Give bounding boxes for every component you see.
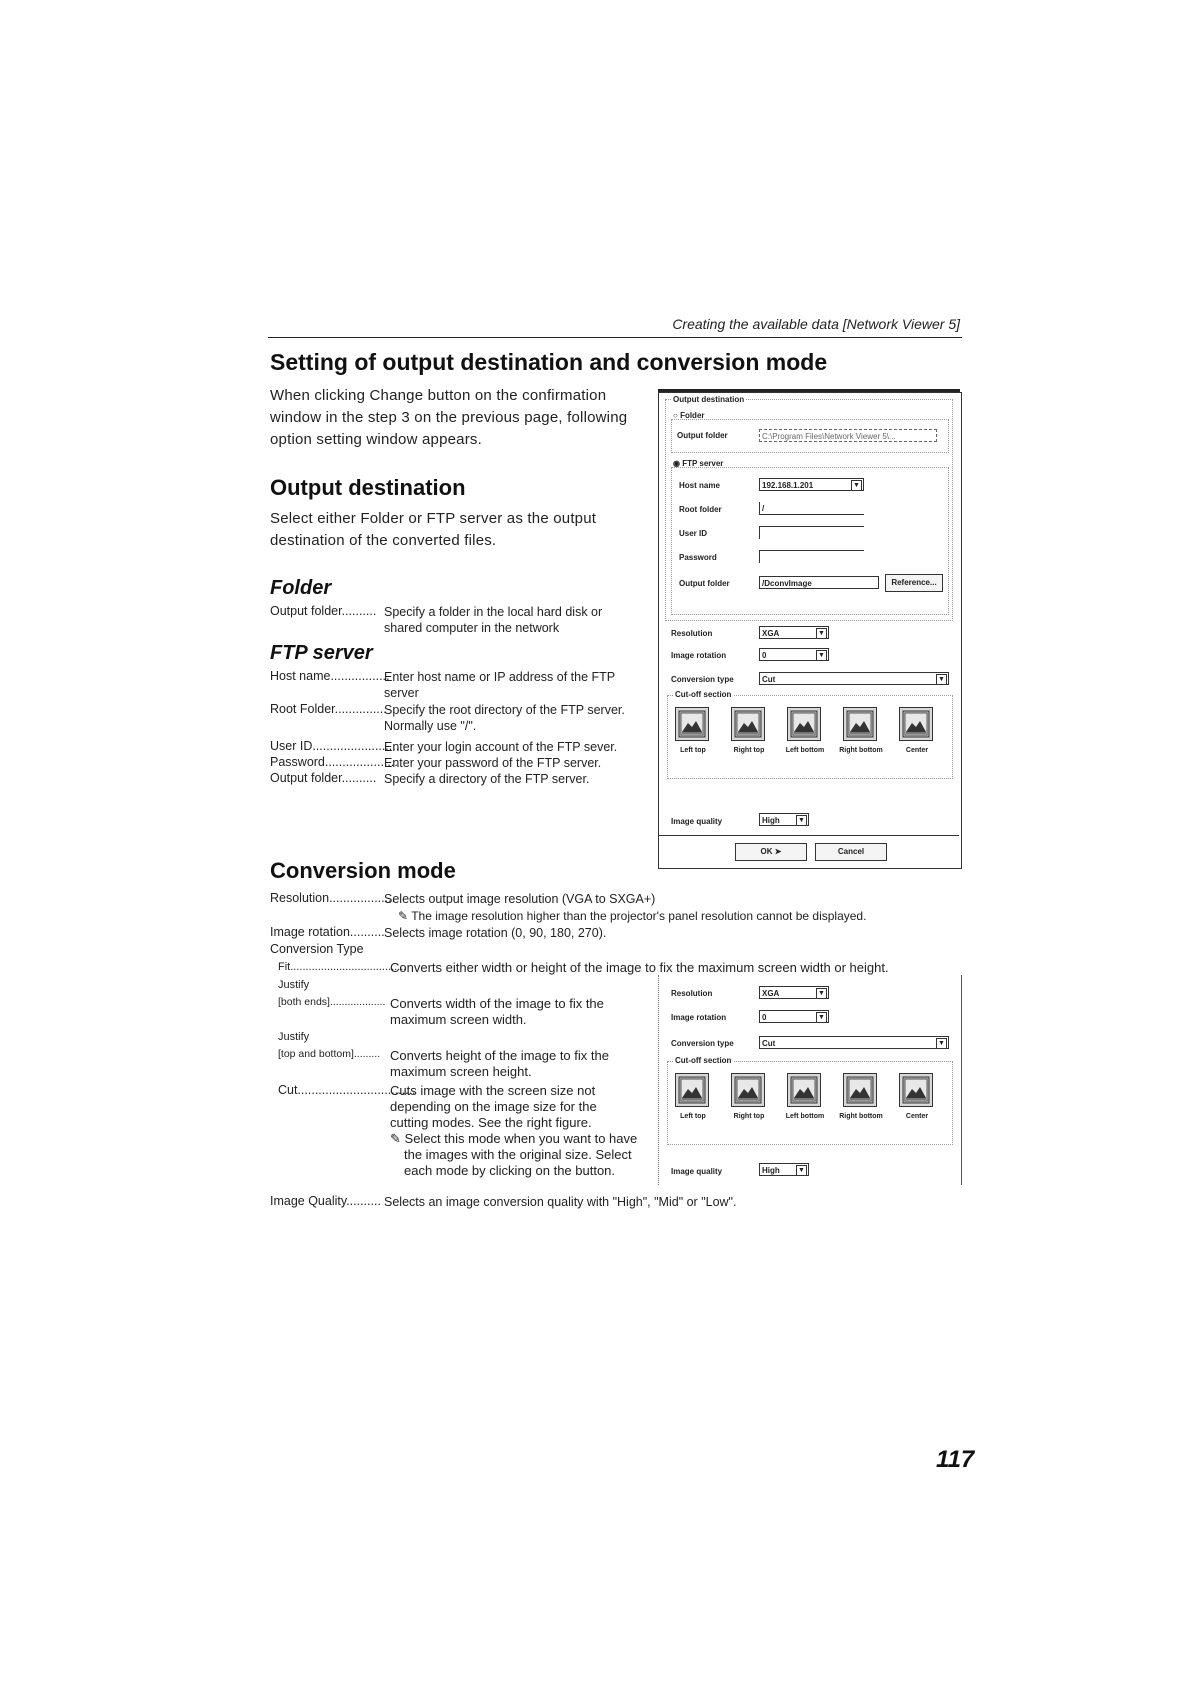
cut-note <box>390 1131 655 1147</box>
intro-line-1: When clicking Change button on the confirmation <box>270 387 607 404</box>
cut-option-label: Right top <box>733 747 765 754</box>
image-rotation-label: Image rotation <box>671 651 727 660</box>
fit-term: Fit...................................... <box>278 961 407 973</box>
cut-desc-line: Cuts image with the screen size not <box>390 1083 596 1098</box>
dialog-divider <box>659 835 959 836</box>
image-quality-label: Image quality <box>671 817 723 826</box>
definition-desc <box>384 604 654 636</box>
cut-term: Cut.................................. <box>278 1083 416 1097</box>
image-quality-value: High <box>762 1166 780 1175</box>
definition-desc-line: Normally use "/". <box>384 719 477 733</box>
definition-desc-line: shared computer in the network <box>384 621 560 635</box>
cut-note-line: the images with the original size. Select <box>404 1147 632 1162</box>
pencil-icon: ✎ <box>390 1131 401 1146</box>
ftp-output-folder-label: Output folder <box>679 579 730 588</box>
password-label: Password <box>679 553 717 562</box>
landscape-image-icon <box>676 708 708 740</box>
cut-option-button[interactable] <box>787 707 821 741</box>
intro-line-2: window in the step 3 on the previous page, following <box>270 409 628 426</box>
cut-desc-line: depending on the image size for the <box>390 1099 597 1114</box>
ok-button[interactable] <box>735 843 807 861</box>
image-quality-desc: Selects an image conversion quality with "High", "Mid" or "Low". <box>384 1195 737 1209</box>
mouse-pointer-icon: ➤ <box>774 847 782 856</box>
landscape-image-icon <box>844 1074 876 1106</box>
running-head: Creating the available data [Network Viewer 5] <box>672 316 960 332</box>
definition-term: User ID......................... <box>270 739 400 753</box>
landscape-image-icon <box>788 708 820 740</box>
cut-note-line: each mode by clicking on the button. <box>404 1163 616 1178</box>
ftp-output-folder-input[interactable]: /DconvImage <box>759 576 879 589</box>
conversion-type-label: Conversion type <box>671 675 734 684</box>
image-quality-label: Image quality <box>671 1167 723 1176</box>
image-rotation-select[interactable] <box>759 648 829 661</box>
output-destination-line-2: destination of the converted files. <box>270 532 497 549</box>
host-name-value: 192.168.1.201 <box>762 481 814 490</box>
definition-term: Host name................. <box>270 669 390 683</box>
ftp-definitions <box>270 669 655 799</box>
justify-both-term-qualifier: [both ends]................... <box>278 996 386 1008</box>
cut-option-button[interactable] <box>731 707 765 741</box>
ok-button-label: OK <box>760 847 773 856</box>
output-folder-label: Output folder <box>677 431 728 440</box>
cutoff-section-label: Cut-off section <box>675 690 732 699</box>
resolution-desc: Selects output image resolution (VGA to SXGA+) <box>384 892 656 906</box>
dialog-top-border <box>658 389 960 392</box>
definition-desc <box>384 669 659 701</box>
justify-tb-term: Justify <box>278 1031 310 1043</box>
user-id-input[interactable] <box>759 526 864 539</box>
cut-option-button[interactable] <box>675 1073 709 1107</box>
landscape-image-icon <box>900 1074 932 1106</box>
justify-both-term: Justify <box>278 979 310 991</box>
justify-both-desc-line: maximum screen width. <box>390 1012 527 1027</box>
cut-option-button[interactable] <box>731 1073 765 1107</box>
cut-option-label: Left bottom <box>785 1113 825 1120</box>
cut-desc <box>390 1083 655 1179</box>
chevron-down-icon[interactable]: ▼ <box>796 1165 807 1176</box>
chevron-down-icon[interactable]: ▼ <box>816 650 827 661</box>
fit-desc: Converts either width or height of the image to fix the maximum screen width or height. <box>390 960 889 975</box>
image-rotation-value: 0 <box>762 651 767 660</box>
cut-option-label: Right bottom <box>839 1113 883 1120</box>
definition-desc <box>384 702 659 734</box>
cut-option-label: Right bottom <box>839 747 883 754</box>
conversion-mode-heading: Conversion mode <box>270 858 456 883</box>
conversion-type-select[interactable] <box>759 672 949 685</box>
chevron-down-icon[interactable]: ▼ <box>816 1012 827 1023</box>
definition-term: Password..................... <box>270 755 398 769</box>
resolution-value: XGA <box>762 629 780 638</box>
landscape-image-icon <box>732 708 764 740</box>
reference-button[interactable]: Reference... <box>885 574 943 592</box>
cut-option-label: Center <box>905 747 929 754</box>
root-folder-input[interactable]: / <box>759 502 864 515</box>
header-rule <box>268 337 962 338</box>
chevron-down-icon[interactable]: ▼ <box>936 674 947 685</box>
justify-tb-desc <box>390 1048 645 1080</box>
radio-ftp-server[interactable]: ◉ FTP server <box>673 459 724 468</box>
definition-desc-line: Specify the root directory of the FTP server. <box>384 703 625 717</box>
conversion-type-select[interactable] <box>759 1036 949 1049</box>
image-rotation-select[interactable] <box>759 1010 829 1023</box>
cut-option-button[interactable] <box>675 707 709 741</box>
justify-tb-desc-line: Converts height of the image to fix the <box>390 1048 609 1063</box>
chevron-down-icon[interactable]: ▼ <box>936 1038 947 1049</box>
cut-note-line: Select this mode when you want to have <box>404 1131 638 1146</box>
radio-folder[interactable]: ○ Folder <box>673 411 705 420</box>
folder-heading: Folder <box>270 577 332 599</box>
chevron-down-icon[interactable]: ▼ <box>816 628 827 639</box>
resolution-select[interactable] <box>759 626 829 639</box>
page-title: Setting of output destination and conversion mode <box>270 349 828 375</box>
cut-option-button[interactable] <box>843 1073 877 1107</box>
image-quality-select[interactable] <box>759 813 809 826</box>
image-rotation-value: 0 <box>762 1013 767 1022</box>
image-rotation-term: Image rotation.......... <box>270 925 385 939</box>
image-rotation-label: Image rotation <box>671 1013 727 1022</box>
resolution-select[interactable] <box>759 986 829 999</box>
cut-option-label: Left top <box>680 1113 706 1120</box>
intro-text <box>270 385 650 451</box>
definition-desc-line: server <box>384 686 419 700</box>
host-name-label: Host name <box>679 481 720 490</box>
resolution-term: Resolution................... <box>270 891 396 905</box>
definition-desc: Enter your password of the FTP server. <box>384 756 602 770</box>
conversion-type-term: Conversion Type <box>270 942 364 956</box>
conversion-type-value: Cut <box>762 1039 776 1048</box>
cancel-button[interactable]: Cancel <box>815 843 887 861</box>
output-folder-input[interactable]: C:\Program Files\Network Viewer 5\... <box>759 429 937 442</box>
resolution-label: Resolution <box>671 629 713 638</box>
justify-both-desc-line: Converts width of the image to fix the <box>390 996 604 1011</box>
definition-term: Output folder.......... <box>270 771 377 785</box>
page-number: 117 <box>936 1446 975 1473</box>
output-destination-group-label: Output destination <box>673 395 745 404</box>
definition-desc-line: Enter host name or IP address of the FTP <box>384 670 616 684</box>
ftp-server-heading: FTP server <box>270 642 373 664</box>
chevron-down-icon[interactable]: ▼ <box>796 815 807 826</box>
resolution-value: XGA <box>762 989 780 998</box>
conversion-type-value: Cut <box>762 675 776 684</box>
landscape-image-icon <box>732 1074 764 1106</box>
output-destination-text <box>270 508 655 552</box>
image-quality-value: High <box>762 816 780 825</box>
landscape-image-icon <box>788 1074 820 1106</box>
output-destination-line-1: Select either Folder or FTP server as the output <box>270 510 597 527</box>
image-rotation-desc: Selects image rotation (0, 90, 180, 270). <box>384 926 607 940</box>
justify-tb-term-qualifier: [top and bottom]......... <box>278 1048 381 1060</box>
definition-desc-line: Specify a folder in the local hard disk or <box>384 605 603 619</box>
conversion-settings-panel <box>658 975 962 1185</box>
cut-option-button[interactable] <box>843 707 877 741</box>
radio-ftp-server-label: FTP server <box>682 459 724 468</box>
justify-tb-desc-line: maximum screen height. <box>390 1064 532 1079</box>
intro-line-3: option setting window appears. <box>270 431 482 448</box>
cut-option-label: Right top <box>733 1113 765 1120</box>
radio-folder-label: Folder <box>680 411 705 420</box>
chevron-down-icon[interactable]: ▼ <box>816 988 827 999</box>
definition-term: Root Folder............... <box>270 702 387 716</box>
definition-desc: Enter your login account of the FTP sever. <box>384 740 618 754</box>
resolution-note-text: The image resolution higher than the projector's panel resolution cannot be displayed. <box>411 909 867 923</box>
cut-option-button[interactable] <box>787 1073 821 1107</box>
justify-both-desc <box>390 996 645 1028</box>
resolution-note <box>398 908 938 924</box>
cut-option-label: Left top <box>680 747 706 754</box>
cut-desc-line: cutting modes. See the right figure. <box>390 1115 592 1130</box>
image-quality-select[interactable] <box>759 1163 809 1176</box>
password-input[interactable] <box>759 550 864 563</box>
folder-definition <box>270 604 650 640</box>
cut-option-button[interactable] <box>899 1073 933 1107</box>
landscape-image-icon <box>900 708 932 740</box>
user-id-label: User ID <box>679 529 708 538</box>
definition-desc: Specify a directory of the FTP server. <box>384 772 590 786</box>
cut-option-label: Center <box>905 1113 929 1120</box>
option-settings-dialog <box>658 392 962 869</box>
chevron-down-icon[interactable]: ▼ <box>851 480 862 491</box>
landscape-image-icon <box>676 1074 708 1106</box>
image-quality-term: Image Quality.......... <box>270 1194 381 1208</box>
landscape-image-icon <box>844 708 876 740</box>
cut-option-button[interactable] <box>899 707 933 741</box>
output-destination-heading: Output destination <box>270 475 466 500</box>
root-folder-label: Root folder <box>679 505 722 514</box>
host-name-select[interactable] <box>759 478 864 491</box>
definition-term: Output folder.......... <box>270 604 377 618</box>
conversion-type-label: Conversion type <box>671 1039 734 1048</box>
cut-option-label: Left bottom <box>785 747 825 754</box>
pencil-icon: ✎ <box>398 909 409 923</box>
resolution-label: Resolution <box>671 989 713 998</box>
cutoff-section-label: Cut-off section <box>675 1056 732 1065</box>
